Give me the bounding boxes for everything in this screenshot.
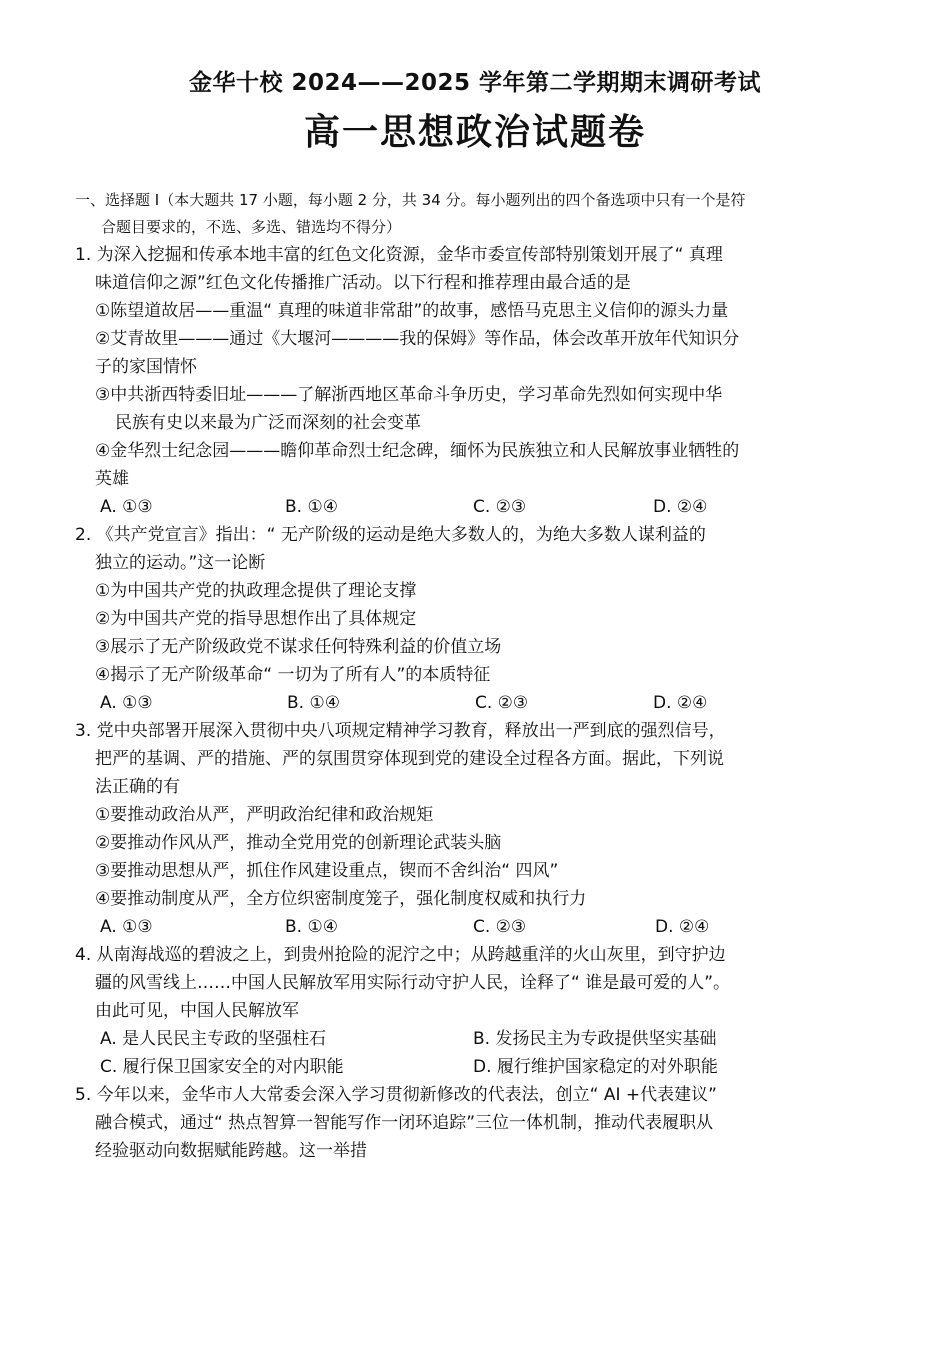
question-3-option-c[interactable]: C. ②③ <box>473 917 527 937</box>
question-3-option-d[interactable]: D. ②④ <box>655 917 710 937</box>
question-4-option-a[interactable]: A. 是人民民主专政的坚强柱石 <box>100 1029 327 1049</box>
question-3-option-a[interactable]: A. ①③ <box>100 917 153 937</box>
question-1-item-3: ③中共浙西特委旧址———了解浙西地区革命斗争历史，学习革命先烈如何实现中华 <box>95 385 723 405</box>
question-4-option-c[interactable]: C. 履行保卫国家安全的对内职能 <box>100 1057 344 1077</box>
exam-title: 高一思想政治试题卷 <box>303 112 646 153</box>
question-2-item-3: ③展示了无产阶级政党不谋求任何特殊利益的价值立场 <box>95 637 502 657</box>
question-3-item-1: ①要推动政治从严，严明政治纪律和政治规矩 <box>95 805 434 825</box>
question-3-item-3: ③要推动思想从严，抓住作风建设重点，锲而不舍纠治“ 四风” <box>95 861 559 881</box>
question-2-option-a[interactable]: A. ①③ <box>100 693 153 713</box>
question-1-option-a[interactable]: A. ①③ <box>100 497 153 517</box>
section-instructions-line2: 合题目要求的，不选、多选、错选均不得分） <box>101 218 402 236</box>
question-2-stem-cont: 独立的运动。”这一论断 <box>95 553 266 573</box>
question-2-item-4: ④揭示了无产阶级革命“ 一切为了所有人”的本质特征 <box>95 665 491 685</box>
question-2-stem: 2. 《共产党宣言》指出：“ 无产阶级的运动是绝大多数人的，为绝大多数人谋利益的 <box>75 525 706 545</box>
question-5-stem-cont: 融合模式，通过“ 热点智算一智能写作一闭环追踪”三位一体机制，推动代表履职从 <box>95 1113 714 1133</box>
question-1-option-d[interactable]: D. ②④ <box>653 497 708 517</box>
question-2-option-d[interactable]: D. ②④ <box>653 693 708 713</box>
question-1-item-4: ④金华烈士纪念园———瞻仰革命烈士纪念碑，缅怀为民族独立和人民解放事业牺牲的 <box>95 441 740 461</box>
question-3-stem-cont-2: 法正确的有 <box>95 777 180 797</box>
question-4-option-b[interactable]: B. 发扬民主为专政提供坚实基础 <box>473 1029 717 1049</box>
question-3-stem: 3. 党中央部署开展深入贯彻中央八项规定精神学习教育，释放出一严到底的强烈信号， <box>75 721 726 741</box>
question-3-item-4: ④要推动制度从严，全方位织密制度笼子，强化制度权威和执行力 <box>95 889 587 909</box>
question-2-item-1: ①为中国共产党的执政理念提供了理论支撑 <box>95 581 417 601</box>
question-5-stem-cont-2: 经验驱动向数据赋能跨越。这一举措 <box>95 1141 367 1161</box>
question-2-option-c[interactable]: C. ②③ <box>475 693 529 713</box>
question-2-option-b[interactable]: B. ①④ <box>287 693 340 713</box>
section-instructions-line1: 一、选择题 I（本大题共 17 小题，每小题 2 分，共 34 分。每小题列出的四个备选项中只有一个是符 <box>75 191 746 209</box>
question-1-item-3-cont: 民族有史以来最为广泛而深刻的社会变革 <box>115 413 421 433</box>
question-1-item-2: ②艾青故里———通过《大堰河————我的保姆》等作品，体会改革开放年代知识分 <box>95 329 740 349</box>
question-2-item-2: ②为中国共产党的指导思想作出了具体规定 <box>95 609 417 629</box>
exam-school-line: 金华十校 2024——2025 学年第二学期期末调研考试 <box>188 70 762 96</box>
question-3-stem-cont: 把严的基调、严的措施、严的氛围贯穿体现到党的建设全过程各方面。据此，下列说 <box>95 749 724 769</box>
question-1-stem: 1. 为深入挖掘和传承本地丰富的红色文化资源，金华市委宣传部特别策划开展了“ 真理 <box>75 245 723 265</box>
question-5-stem: 5. 今年以来，金华市人大常委会深入学习贯彻新修改的代表法，创立“ AI +代表建议” <box>75 1085 717 1105</box>
question-4-option-d[interactable]: D. 履行维护国家稳定的对外职能 <box>473 1057 718 1077</box>
question-1-option-b[interactable]: B. ①④ <box>285 497 338 517</box>
question-4-stem-cont: 疆的风雪线上……中国人民解放军用实际行动守护人民，诠释了“ 谁是最可爱的人”。 <box>95 973 731 993</box>
question-1-item-2-cont: 子的家国情怀 <box>95 357 197 377</box>
question-1-option-c[interactable]: C. ②③ <box>473 497 527 517</box>
question-4-stem: 4. 从南海战巡的碧波之上，到贵州抢险的泥泞之中；从跨越重洋的火山灰里，到守护边 <box>75 945 726 965</box>
question-1-item-4-cont: 英雄 <box>95 469 129 489</box>
question-3-item-2: ②要推动作风从严，推动全党用党的创新理论武装头脑 <box>95 833 502 853</box>
question-1-stem-cont: 味道信仰之源”红色文化传播推广活动。以下行程和推荐理由最合适的是 <box>95 273 631 293</box>
question-4-stem-cont-2: 由此可见，中国人民解放军 <box>95 1001 299 1021</box>
question-3-option-b[interactable]: B. ①④ <box>285 917 338 937</box>
question-1-item-1: ①陈望道故居——重温“ 真理的味道非常甜”的故事，感悟马克思主义信仰的源头力量 <box>95 301 729 321</box>
